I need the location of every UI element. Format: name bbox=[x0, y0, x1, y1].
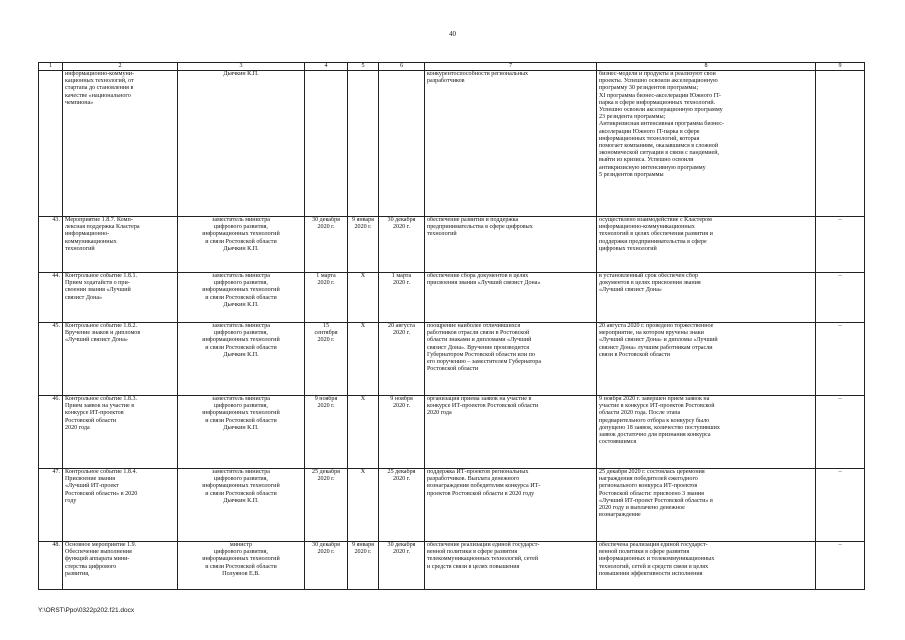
actual-end-cell: 25 декабря 2020 г. bbox=[379, 469, 425, 542]
expected-result-cell: поддержка ИТ-проектов региональных разработчиков. Выплата денежного вознаграждения победителям конкурса ИТ- проектов Ростовской области в 2020 году bbox=[425, 469, 597, 542]
table-row bbox=[39, 542, 865, 590]
progress-report-table bbox=[38, 62, 865, 590]
expected-result-cell: организация приема заявок на участие в конкурсе ИТ-проектов Ростовской области 2020 года bbox=[425, 396, 597, 469]
planned-date-cell: 30 декабря 2020 г. bbox=[305, 542, 348, 590]
row-number: 47. bbox=[39, 469, 63, 542]
column-number: 8 bbox=[597, 63, 816, 71]
table-row bbox=[39, 323, 865, 396]
row-number: 45. bbox=[39, 323, 63, 396]
event-name-cell: Мероприятие 1.8.7. Комп- лексная поддержка Кластера информационно- коммуникационных технологий bbox=[63, 217, 178, 273]
expected-result-cell: обеспечение реализации единой государст- венной политики в сфере развития телекоммуникационных технологий, сетей и средств связи в целях повышения bbox=[425, 542, 597, 590]
responsible-person-cell: заместитель министра цифрового развития, информационных технологий и связи Ростовской области Дьячкин К.П. bbox=[178, 217, 305, 273]
actual-start-cell: Х bbox=[348, 469, 379, 542]
expected-result-cell: конкурентоспособности региональных разработчиков bbox=[425, 71, 597, 217]
actual-end-cell bbox=[379, 71, 425, 217]
event-name-cell: Контрольное событие 1.8.2. Вручение знаков и дипломов «Лучший связист Дона» bbox=[63, 323, 178, 396]
actual-end-cell: 30 декабря 2020 г. bbox=[379, 217, 425, 273]
responsible-person-cell: Дьячкин К.П. bbox=[178, 71, 305, 217]
notes-cell: – bbox=[816, 542, 865, 590]
responsible-person-cell: заместитель министра цифрового развития, информационных технологий и связи Ростовской области Дьячкин К.П. bbox=[178, 273, 305, 323]
notes-cell: – bbox=[816, 273, 865, 323]
actual-end-cell: 30 декабря 2020 г. bbox=[379, 542, 425, 590]
table-row bbox=[39, 273, 865, 323]
responsible-person-cell: заместитель министра цифрового развития, информационных технологий и связи Ростовской области Дьячкин К.П. bbox=[178, 469, 305, 542]
column-number: 4 bbox=[305, 63, 348, 71]
notes-cell: – bbox=[816, 469, 865, 542]
actual-result-cell: 25 декабря 2020 г. состоялась церемония награждения победителей ежегодного регионального конкурса ИТ-проектов Ростовской области: присвоено 3 звания «Лучший ИТ-проект Ростовской области» в 2020 году и выплачено денежное вознаграждение bbox=[597, 469, 816, 542]
column-number: 5 bbox=[348, 63, 379, 71]
column-number: 9 bbox=[816, 63, 865, 71]
row-number: 43. bbox=[39, 217, 63, 273]
actual-start-cell: Х bbox=[348, 273, 379, 323]
page-number: 40 bbox=[449, 30, 456, 38]
actual-end-cell: 1 марта 2020 г. bbox=[379, 273, 425, 323]
actual-end-cell: 20 августа 2020 г. bbox=[379, 323, 425, 396]
notes-cell: – bbox=[816, 323, 865, 396]
event-name-cell: Контрольное событие 1.8.4. Присвоение звания «Лучший ИТ-проект Ростовской области» в 2020 году bbox=[63, 469, 178, 542]
actual-start-cell: Х bbox=[348, 323, 379, 396]
actual-start-cell: Х bbox=[348, 396, 379, 469]
event-name-cell: Контрольное событие 1.8.3. Прием заявок на участие в конкурсе ИТ-проектов Ростовской области 2020 года bbox=[63, 396, 178, 469]
planned-date-cell: 15 сентября 2020 г. bbox=[305, 323, 348, 396]
planned-date-cell: 25 декабря 2020 г. bbox=[305, 469, 348, 542]
actual-start-cell: 9 января 2020 г. bbox=[348, 217, 379, 273]
actual-result-cell: обеспечена реализация единой государст- венной политики в сфере развития информационных и телекоммуникационных технологий, сетей и средств связи в целях повышения эффективности исполнения bbox=[597, 542, 816, 590]
event-name-cell: Основное мероприятие 1.9. Обеспечение выполнения функций аппарата мини- стерства цифрового развития, bbox=[63, 542, 178, 590]
column-number: 2 bbox=[63, 63, 178, 71]
table-row bbox=[39, 71, 865, 217]
expected-result-cell: поощрение наиболее отличившихся работников отрасли связи в Ростовской области знаками и дипломами «Лучший связист Дона». Вручение производится Губернатором Ростовской области или по его поручению – заместителем Губернатора Ростовской области bbox=[425, 323, 597, 396]
column-number: 1 bbox=[39, 63, 63, 71]
notes-cell: – bbox=[816, 396, 865, 469]
row-number: 48. bbox=[39, 542, 63, 590]
expected-result-cell: обеспечение развития и поддержка предпринимательства в сфере цифровых технологий bbox=[425, 217, 597, 273]
planned-date-cell bbox=[305, 71, 348, 217]
column-number: 7 bbox=[425, 63, 597, 71]
notes-cell bbox=[816, 71, 865, 217]
column-number-row bbox=[39, 63, 865, 71]
column-number: 3 bbox=[178, 63, 305, 71]
actual-start-cell bbox=[348, 71, 379, 217]
planned-date-cell: 9 ноября 2020 г. bbox=[305, 396, 348, 469]
row-number: 46. bbox=[39, 396, 63, 469]
table-row bbox=[39, 396, 865, 469]
responsible-person-cell: министр цифрового развития, информационных технологий и связи Ростовской области Полуянов Е.В. bbox=[178, 542, 305, 590]
actual-result-cell: осуществлено взаимодействие с Кластером информационно-коммуникационных технологий в целях обеспечения развития и поддержки предпринимательства в сфере цифровых технологий bbox=[597, 217, 816, 273]
event-name-cell: информационно-коммуни- кационных технологий, от стартапа до становления в качестве «национального чемпиона» bbox=[63, 71, 178, 217]
column-number: 6 bbox=[379, 63, 425, 71]
planned-date-cell: 1 марта 2020 г. bbox=[305, 273, 348, 323]
event-name-cell: Контрольное событие 1.8.1. Прием ходатайств о при- своении звания «Лучший связист Дона» bbox=[63, 273, 178, 323]
row-number: 44. bbox=[39, 273, 63, 323]
planned-date-cell: 30 декабря 2020 г. bbox=[305, 217, 348, 273]
actual-result-cell: 20 августа 2020 г. проведено торжественное мероприятие, на котором вручены знаки «Лучший связист Дона» и дипломы «Лучший связист Дона» лучшим работникам отрасли связи в Ростовской области bbox=[597, 323, 816, 396]
actual-result-cell: бизнес-модели и продукты и реализуют свои проекты. Успешно освоили акселерационную программу 30 резидентов программы; XI программа бизнес-акселерации Южного IT- парка в сфере информационных технологий. Успешно освоили акселерационную программу 23 резидента программы; Антикризисная интенсивная программа бизнес- акселерации Южного IT-парка в сфере информационных технологий, которая помогает компаниям, оказавшимся в сложной экономической ситуации в связи с пандемией, выйти из кризиса. Успешно освоили антикризисную интенсивную программу 5 резидентов программы bbox=[597, 71, 816, 217]
actual-result-cell: 9 ноября 2020 г. завершен прием заявок на участие в конкурсе ИТ-проектов Ростовской области 2020 года. После этапа предварительного отбора к конкурсу было допущено 18 заявок, количество поступивших заявок достаточно для признания конкурса состоявшимся bbox=[597, 396, 816, 469]
responsible-person-cell: заместитель министра цифрового развития, информационных технологий и связи Ростовской области Дьячкин К.П. bbox=[178, 396, 305, 469]
table-row bbox=[39, 469, 865, 542]
row-number bbox=[39, 71, 63, 217]
actual-start-cell: 9 января 2020 г. bbox=[348, 542, 379, 590]
actual-end-cell: 9 ноября 2020 г. bbox=[379, 396, 425, 469]
expected-result-cell: обеспечение сбора документов в целях присвоения звания «Лучший связист Дона» bbox=[425, 273, 597, 323]
actual-result-cell: в установленный срок обеспечен сбор документов в целях присвоения звания «Лучший связист Дона» bbox=[597, 273, 816, 323]
responsible-person-cell: заместитель министра цифрового развития, информационных технологий и связи Ростовской области Дьячкин К.П. bbox=[178, 323, 305, 396]
table-row bbox=[39, 217, 865, 273]
notes-cell: – bbox=[816, 217, 865, 273]
document-file-path: Y:\ORST\Ppo\0322p202.f21.docx bbox=[38, 607, 135, 614]
